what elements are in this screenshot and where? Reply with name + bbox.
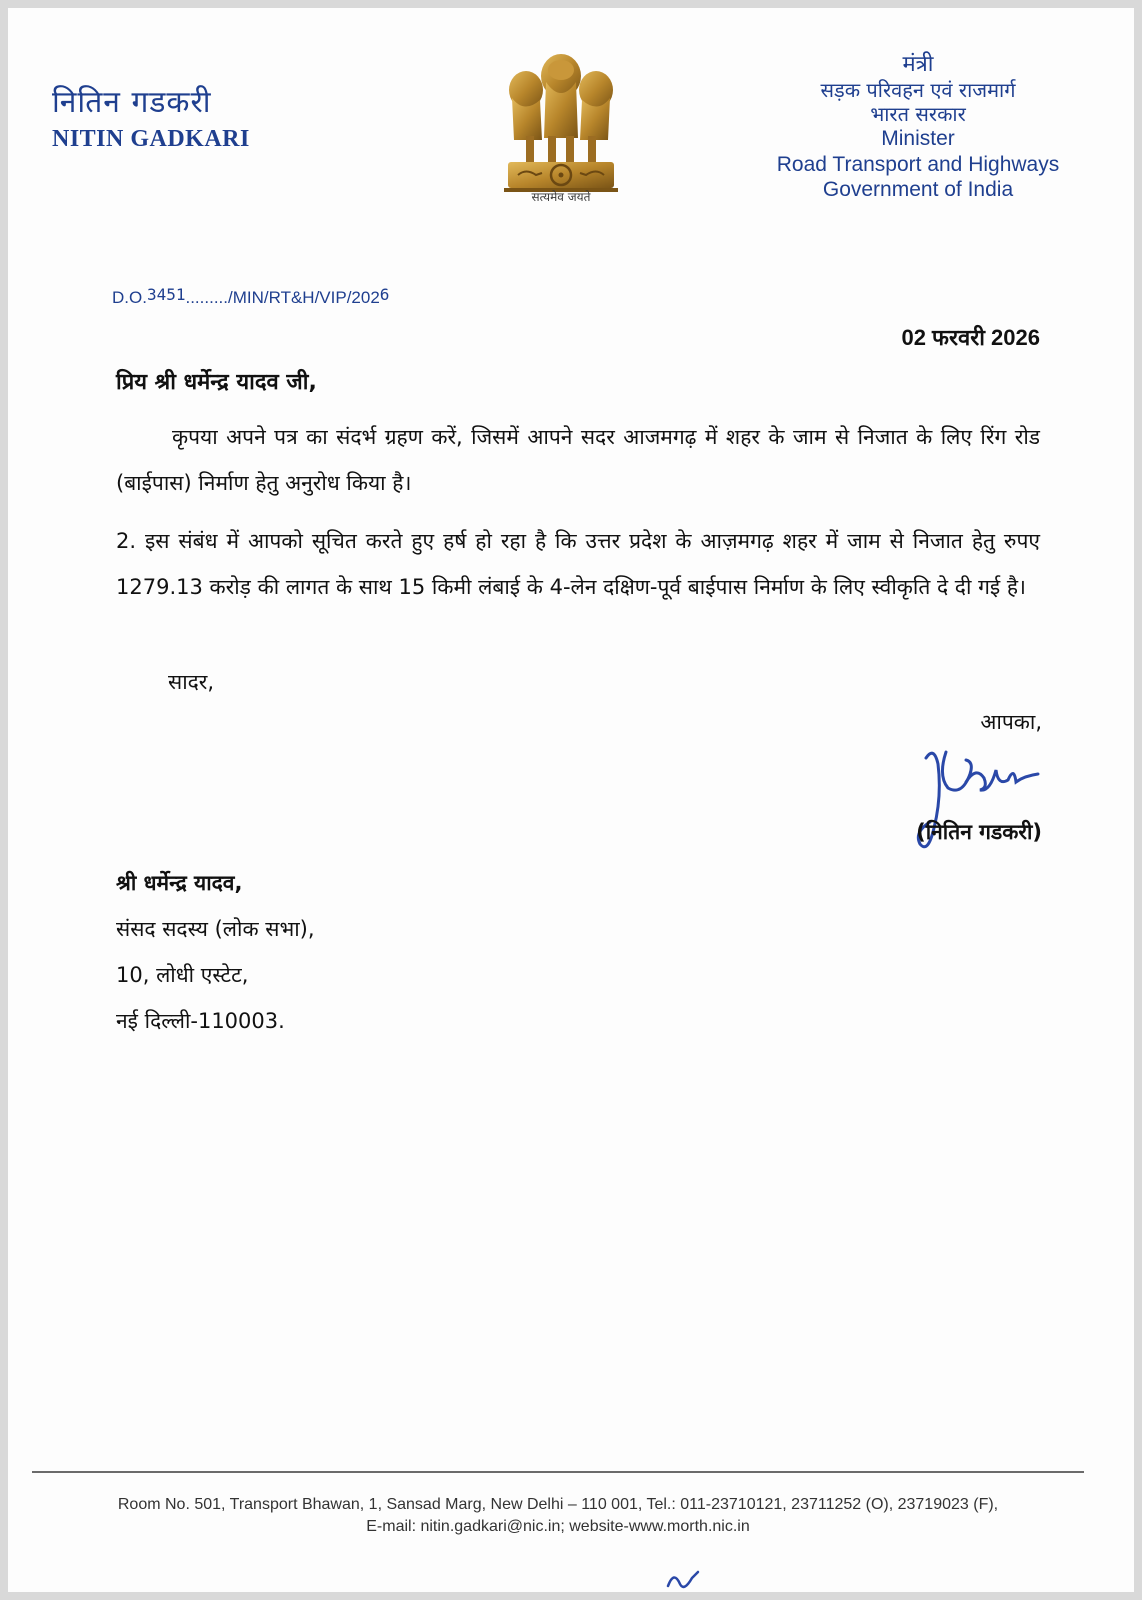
ref-number: 3451 bbox=[146, 285, 186, 304]
reference-number bbox=[112, 285, 390, 308]
office-english-ministry: Road Transport and Highways bbox=[776, 152, 1060, 176]
letter-date: 02 फरवरी 2026 bbox=[901, 325, 1040, 350]
ref-dots: ......... bbox=[185, 288, 228, 307]
footer-line-1: Room No. 501, Transport Bhawan, 1, Sansad Marg, New Delhi – 110 001, Tel.: 011-23710121, 23711252 (O), 23719023 (F), bbox=[117, 1496, 999, 1513]
office-english-govt: Government of India bbox=[822, 177, 1014, 201]
ref-suffix: /MIN/RT&H/VIP/202 bbox=[228, 288, 380, 307]
initial-mark-icon bbox=[654, 1564, 714, 1592]
paragraph-2: 2. इस संबंध में आपको सूचित करते हुए हर्ष हो रहा है कि उत्तर प्रदेश के आज़मगढ़ शहर में जाम से निजात हेतु रुपए 1279.13 करोड़ की लागत के साथ 15 किमी लंबाई के 4-लेन दक्षिण-पूर्व बाईपास निर्माण के लिए स्वीकृति दे दी गई है। bbox=[116, 529, 1040, 599]
signatory-name: (नितिन गडकरी) bbox=[916, 820, 1042, 844]
footer-divider bbox=[32, 1471, 1084, 1473]
addressee-name: श्री धर्मेन्द्र यादव, bbox=[116, 871, 243, 895]
closing-yours: आपका, bbox=[980, 710, 1042, 734]
ref-year-digit: 6 bbox=[379, 285, 390, 304]
signature-icon bbox=[904, 736, 1054, 866]
footer-contact bbox=[32, 1494, 1084, 1538]
footer-line-2: E-mail: nitin.gadkari@nic.in; website-www.morth.nic.in bbox=[366, 1518, 750, 1535]
ref-prefix: D.O. bbox=[112, 288, 147, 307]
minister-name-english: NITIN GADKARI bbox=[52, 126, 250, 152]
closing-regards: सादर, bbox=[168, 670, 215, 694]
paragraph-1: कृपया अपने पत्र का संदर्भ ग्रहण करें, जिसमें आपने सदर आजमगढ़ में शहर के जाम से निजात के लिए रिंग रोड (बाईपास) निर्माण हेतु अनुरोध किया है। bbox=[116, 425, 1040, 495]
letter-page bbox=[8, 8, 1134, 1592]
office-hindi-title: मंत्री bbox=[902, 52, 934, 77]
addressee-line-3: नई दिल्ली-110003. bbox=[116, 1009, 285, 1033]
emblem-motto: सत्यमेव जयते bbox=[531, 190, 591, 204]
office-hindi-govt: भारत सरकार bbox=[870, 102, 966, 127]
office-block bbox=[748, 52, 1088, 202]
addressee-block bbox=[116, 860, 315, 1044]
salutation: प्रिय श्री धर्मेन्द्र यादव जी, bbox=[116, 370, 317, 395]
office-hindi-ministry: सड़क परिवहन एवं राजमार्ग bbox=[820, 78, 1016, 103]
office-english-title: Minister bbox=[881, 127, 955, 151]
addressee-line-2: 10, लोधी एस्टेट, bbox=[116, 963, 249, 987]
minister-name-hindi: नितिन गडकरी bbox=[52, 85, 212, 120]
addressee-line-1: संसद सदस्य (लोक सभा), bbox=[116, 917, 315, 941]
